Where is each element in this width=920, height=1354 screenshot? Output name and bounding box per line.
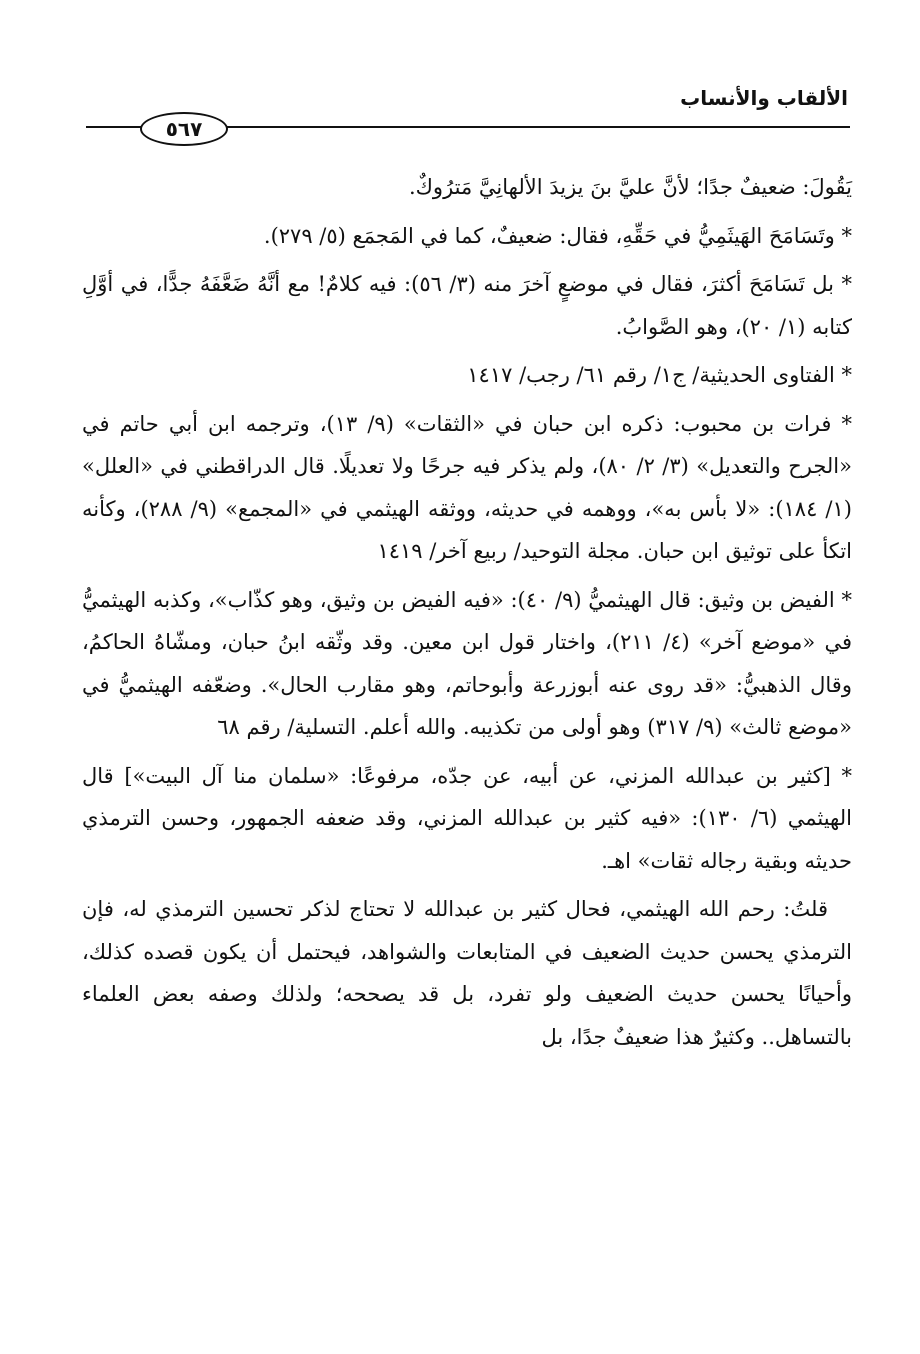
paragraph: * الفيض بن وثيق: قال الهيثميُّ (٩/ ٤٠): «فيه الفيض بن وثيق، وهو كذّاب»، وكذبه الهيثميُّ في «موضع آخر» (٤/ ٢١١)، واختار قول ابن معين. وقد وثّقه ابنُ حبان، ومشّاهُ الحاكمُ، وقال الذهبيُّ: «قد روى عنه أبوزرعة وأبوحاتم، وهو مقارب الحال». وضعّفه الهيثميُّ في «موضع ثالث» (٩/ ٣١٧) وهو أولى من تكذيبه. والله أعلم. التسلية/ رقم ٦٨ bbox=[82, 587, 852, 739]
paragraph: * فرات بن محبوب: ذكره ابن حبان في «الثقات» (٩/ ١٣)، وترجمه ابن أبي حاتم في «الجرح والتعديل» (٣/ ٢/ ٨٠)، ولم يذكر فيه جرحًا ولا تعديلًا. قال الدراقطني في «العلل» (١/ ١٨٤): «لا بأس به»، ووهمه في حديثه، ووثقه الهيثمي في «المجمع» (٩/ ٢٨٨)، وكأنه اتكأ على توثيق ابن حبان. مجلة التوحيد/ ربيع آخر/ ١٤١٩ bbox=[82, 411, 852, 563]
paragraph: * بل تَسَامَحَ أكثرَ، فقال في موضعٍ آخرَ منه (٣/ ٥٦): فيه كلامٌ! مع أنَّهُ ضَعَّفَهُ جدًّا، في أوَّلِ كتابه (١/ ٢٠)، وهو الصَّوابُ. bbox=[82, 272, 852, 339]
paragraph: * [كثير بن عبدالله المزني، عن أبيه، عن جدّه، مرفوعًا: «سلمان منا آل البيت»] قال الهيثمي (٦/ ١٣٠): «فيه كثير بن عبدالله المزني، وقد ضعفه الجمهور، وحسن الترمذي حديثه وبقية رجاله ثقات» اهـ. bbox=[82, 763, 852, 873]
body-text bbox=[82, 166, 852, 1064]
running-header: الألقاب والأنساب bbox=[680, 86, 848, 110]
paragraph: قلتُ: رحم الله الهيثمي، فحال كثير بن عبدالله لا تحتاج لذكر تحسين الترمذي له، فإن الترمذي يحسن حديث الضعيف في المتابعات والشواهد، فيحتمل أن يكون قصده كذلك، وأحيانًا يحسن حديث الضعيف ولو تفرد، بل قد يصححه؛ ولذلك وصفه بعض العلماء بالتساهل.. وكثيرٌ هذا ضعيفٌ جدًا، بل bbox=[82, 897, 852, 1049]
paragraph: * وتَسَامَحَ الهَيثَمِيُّ في حَقِّهِ، فقال: ضعيفٌ، كما في المَجمَع (٥/ ٢٧٩). bbox=[263, 223, 852, 248]
paragraph: يَقُولَ: ضعيفٌ جدًا؛ لأنَّ عليَّ بنَ يزيدَ الألهانِيَّ مَترُوكٌ. bbox=[408, 175, 852, 199]
paragraph: * الفتاوى الحديثية/ ج١/ رقم ٦١/ رجب/ ١٤١٧ bbox=[467, 363, 852, 387]
page-number: ٥٦٧ bbox=[140, 112, 228, 146]
